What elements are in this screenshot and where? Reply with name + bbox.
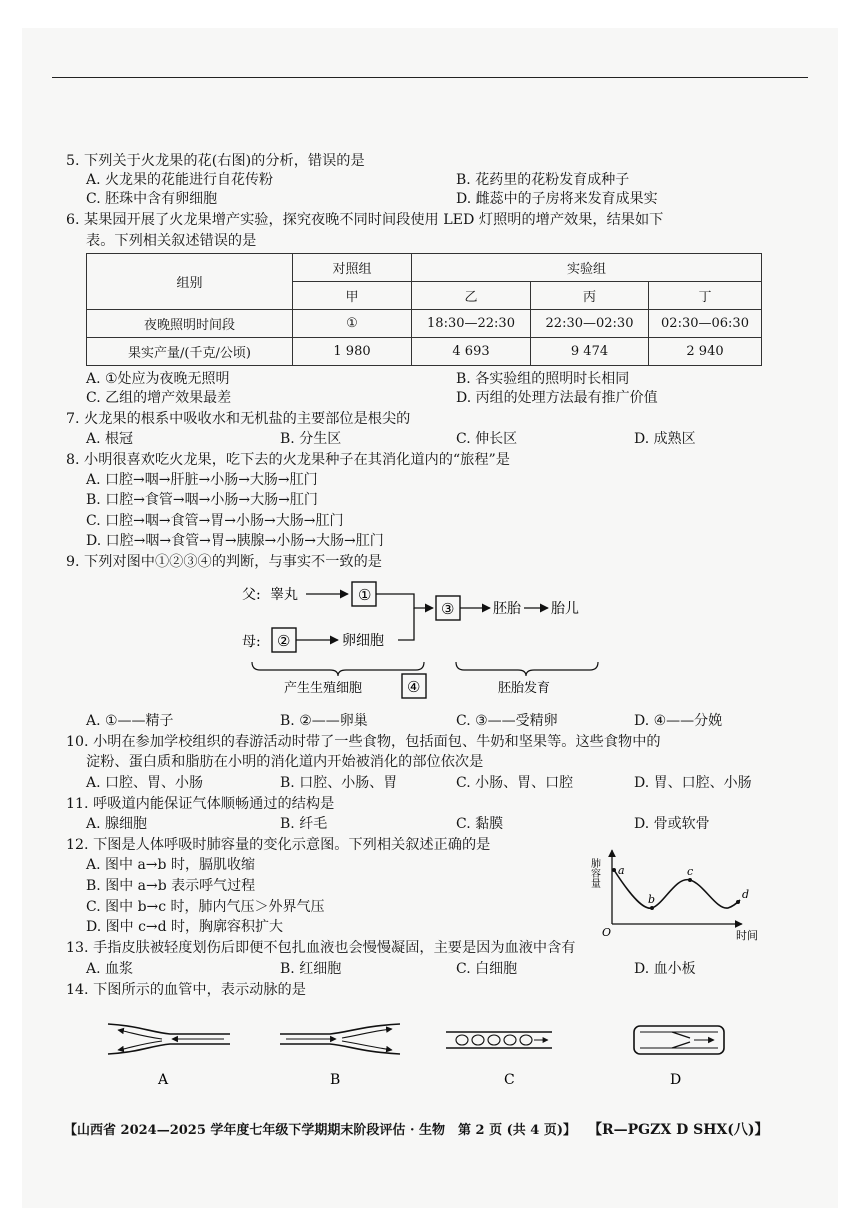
diagram-embryo-dev-label: 胚胎发育: [498, 681, 551, 696]
point-d: [736, 900, 740, 904]
table-col-bing: 丙: [531, 282, 649, 310]
top-rule: [52, 77, 808, 78]
q8-option-a: A. 口腔→咽→肝脏→小肠→大肠→肛门: [86, 472, 318, 488]
vessel-label-d: D: [670, 1072, 682, 1088]
circle-2: ②: [277, 632, 291, 650]
diagram-fetus-label: 胎儿: [551, 601, 579, 617]
diagram-embryo-label: 胚胎: [493, 601, 521, 617]
lung-volume-graph: [588, 846, 770, 942]
q8-option-b: B. 口腔→食管→咽→小肠→大肠→肛门: [86, 492, 318, 508]
table-col-yi: 乙: [412, 282, 531, 310]
label-c: c: [687, 865, 694, 878]
q10-stem-line1: 10. 小明在参加学校组织的春游活动时带了一些食物，包括面包、牛奶和坚果等。这些食物中的: [66, 734, 661, 750]
q7-option-c: C. 伸长区: [456, 431, 518, 447]
vessel-label-a: A: [158, 1072, 169, 1088]
table-cell: 9 474: [531, 338, 649, 366]
point-a: [612, 868, 616, 872]
diagram-egg-label: 卵细胞: [342, 633, 384, 649]
table-header-control: 对照组: [293, 254, 412, 282]
q9-stem: 9. 下列对图中①②③④的判断，与事实不一致的是: [66, 554, 382, 570]
q7-option-b: B. 分生区: [280, 431, 342, 447]
diagram-gen-cells-label: 产生生殖细胞: [284, 681, 363, 696]
diagram-mother-label: 母:: [242, 634, 261, 650]
q13-option-a: A. 血浆: [86, 961, 134, 977]
circle-4: ④: [407, 678, 421, 696]
q14-stem: 14. 下图所示的血管中，表示动脉的是: [66, 982, 306, 998]
q6-option-a: A. ①处应为夜晚无照明: [86, 371, 230, 387]
q10-option-d: D. 胃、口腔、小肠: [634, 775, 752, 791]
q9-option-b: B. ②——卵巢: [280, 713, 368, 729]
q6-option-c: C. 乙组的增产效果最差: [86, 390, 232, 406]
table-cell: ①: [293, 310, 412, 338]
q6-data-table: [86, 253, 762, 366]
table-cell: 18:30—22:30: [412, 310, 531, 338]
circle-1: ①: [358, 586, 372, 604]
q6-stem-line2: 表。下列相关叙述错误的是: [86, 233, 257, 249]
q9-option-d: D. ④——分娩: [634, 713, 723, 729]
q11-option-a: A. 腺细胞: [86, 816, 148, 832]
q6-option-b: B. 各实验组的照明时长相同: [456, 371, 630, 387]
q11-stem: 11. 呼吸道内能保证气体顺畅通过的结构是: [66, 796, 335, 812]
footer-code: 【R—PGZX D SHX(八)】: [588, 1122, 769, 1138]
circle-3: ③: [441, 600, 455, 618]
table-row-label: 夜晚照明时间段: [87, 310, 293, 338]
q13-stem: 13. 手指皮肤被轻度划伤后即便不包扎血液也会慢慢凝固，主要是因为血液中含有: [66, 940, 576, 956]
q9-option-c: C. ③——受精卵: [456, 713, 558, 729]
diagram-father-label: 父:: [242, 587, 261, 603]
point-c: [688, 878, 692, 882]
q8-option-d: D. 口腔→咽→食管→胃→胰腺→小肠→大肠→肛门: [86, 533, 384, 549]
q10-option-b: B. 口腔、小肠、胃: [280, 775, 398, 791]
q12-option-a: A. 图中 a→b 时，膈肌收缩: [86, 857, 255, 873]
table-header-group: 组别: [87, 254, 293, 310]
point-b: [650, 906, 654, 910]
vessel-b: [280, 1024, 400, 1054]
q8-stem: 8. 小明很喜欢吃火龙果，吃下去的火龙果种子在其消化道内的“旅程”是: [66, 452, 510, 468]
q7-option-a: A. 根冠: [86, 431, 134, 447]
vessel-d: [634, 1026, 724, 1054]
q11-option-d: D. 骨或软骨: [634, 816, 710, 832]
q10-stem-line2: 淀粉、蛋白质和脂肪在小明的消化道内开始被消化的部位依次是: [86, 754, 484, 770]
table-header-experiment: 实验组: [412, 254, 762, 282]
lung-volume-curve: [614, 870, 740, 908]
footer-info: 【山西省 2024—2025 学年度七年级下学期期末阶段评估 · 生物 第 2 页 (共 4 页)】: [64, 1123, 577, 1138]
q6-option-d: D. 丙组的处理方法最有推广价值: [456, 390, 658, 406]
q6-stem-line1: 6. 某果园开展了火龙果增产实验，探究夜晚不同时间段使用 LED 灯照明的增产效果，结果如下: [66, 212, 664, 228]
table-cell: 02:30—06:30: [649, 310, 762, 338]
q10-option-a: A. 口腔、胃、小肠: [86, 775, 204, 791]
table-col-jia: 甲: [293, 282, 412, 310]
q9-option-a: A. ①——精子: [86, 713, 174, 729]
table-cell: 1 980: [293, 338, 412, 366]
q7-option-d: D. 成熟区: [634, 431, 696, 447]
x-axis-label: 时间: [736, 929, 758, 942]
q8-option-c: C. 口腔→咽→食管→胃→小肠→大肠→肛门: [86, 513, 344, 529]
q5-option-d: D. 雌蕊中的子房将来发育成果实: [456, 191, 658, 207]
origin-label: O: [602, 926, 612, 939]
q12-option-b: B. 图中 a→b 表示呼气过程: [86, 878, 256, 894]
q11-option-c: C. 黏膜: [456, 816, 504, 832]
table-cell: 22:30—02:30: [531, 310, 649, 338]
reproduction-diagram: [230, 574, 640, 706]
q7-stem: 7. 火龙果的根系中吸收水和无机盐的主要部位是根尖的: [66, 411, 411, 427]
table-col-ding: 丁: [649, 282, 762, 310]
q5-stem: 5. 下列关于火龙果的花(右图)的分析，错误的是: [66, 153, 365, 169]
vessel-a: [108, 1024, 230, 1054]
q5-option-b: B. 花药里的花粉发育成种子: [456, 172, 630, 188]
vessel-label-c: C: [504, 1072, 515, 1088]
q5-option-a: A. 火龙果的花能进行自花传粉: [86, 172, 274, 188]
label-d: d: [742, 888, 750, 901]
vessel-c: [446, 1032, 552, 1048]
label-a: a: [618, 864, 625, 877]
y-axis-label: 肺容量: [588, 858, 600, 888]
q12-stem: 12. 下图是人体呼吸时肺容量的变化示意图。下列相关叙述正确的是: [66, 837, 491, 853]
label-b: b: [648, 893, 656, 906]
q12-option-c: C. 图中 b→c 时，肺内气压＞外界气压: [86, 899, 325, 915]
q13-option-c: C. 白细胞: [456, 961, 518, 977]
table-row-label: 果实产量/(千克/公顷): [87, 338, 293, 366]
q13-option-d: D. 血小板: [634, 961, 696, 977]
vessel-label-b: B: [330, 1072, 341, 1088]
blood-vessel-figure: [100, 1010, 740, 1094]
q5-option-c: C. 胚珠中含有卵细胞: [86, 191, 218, 207]
q11-option-b: B. 纤毛: [280, 816, 328, 832]
table-cell: 2 940: [649, 338, 762, 366]
table-cell: 4 693: [412, 338, 531, 366]
q12-option-d: D. 图中 c→d 时，胸廓容积扩大: [86, 919, 284, 935]
q10-option-c: C. 小肠、胃、口腔: [456, 775, 574, 791]
diagram-testis-label: 睾丸: [270, 587, 298, 603]
q13-option-b: B. 红细胞: [280, 961, 342, 977]
